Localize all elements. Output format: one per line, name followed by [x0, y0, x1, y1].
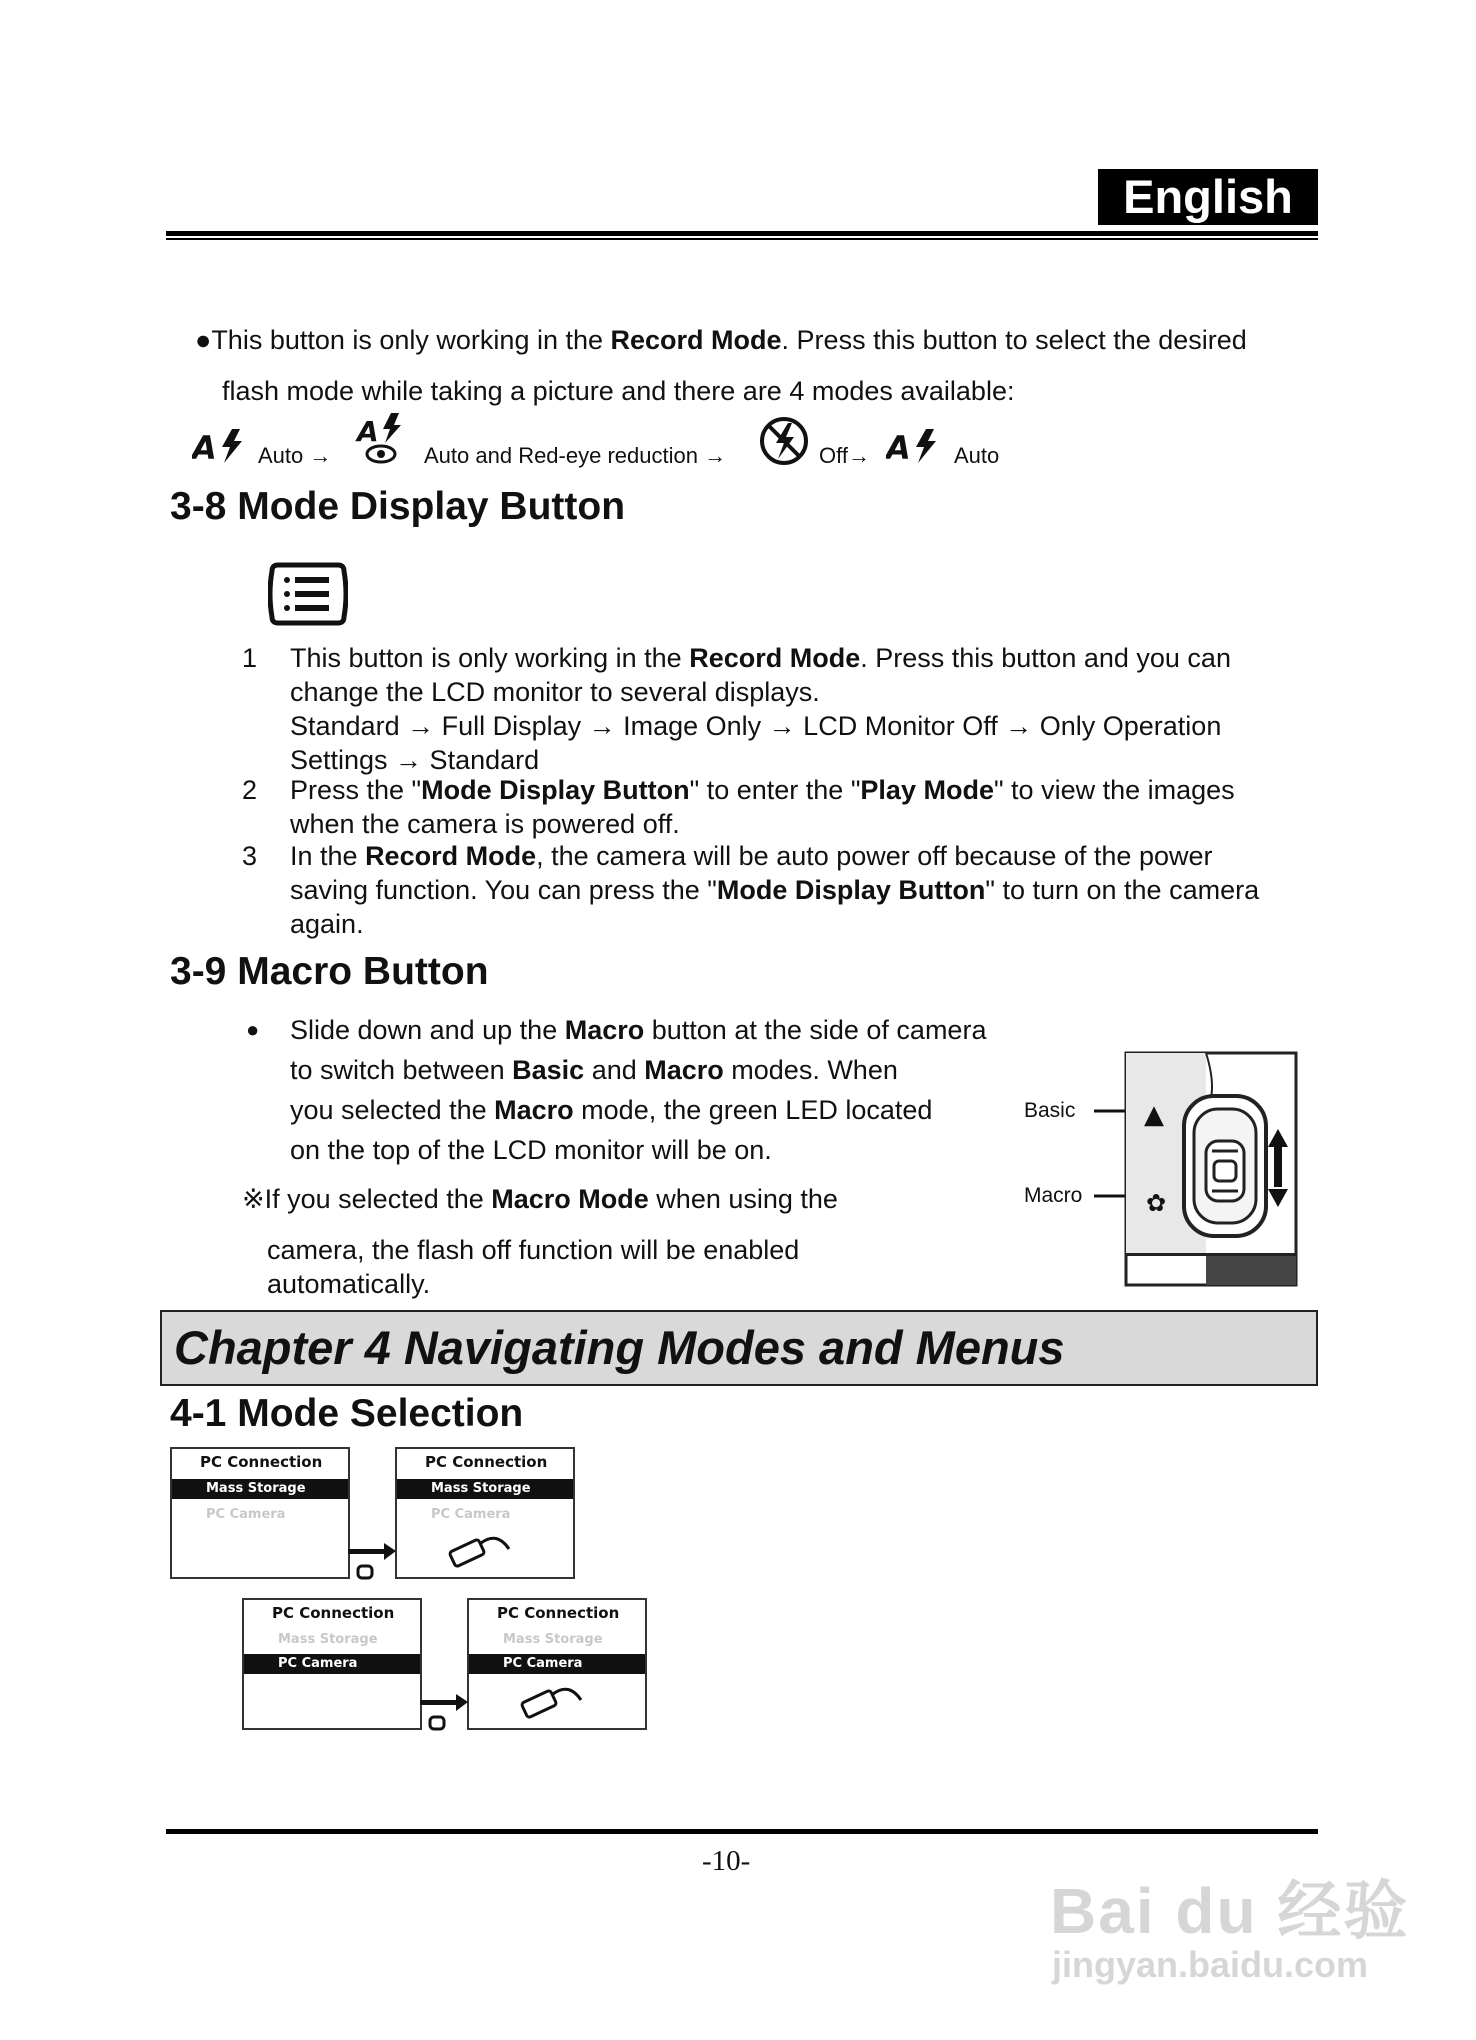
- macro-switch-diagram: [1094, 1051, 1324, 1291]
- section-title-3-8: 3-8 Mode Display Button: [170, 485, 626, 528]
- lcd-screen: PC Connection Mass Storage PC Camera: [170, 1447, 350, 1579]
- svg-text:A: A: [886, 429, 911, 465]
- chapter-title: Chapter 4 Navigating Modes and Menus: [174, 1321, 1065, 1374]
- list-item: 1 This button is only working in the Record Mode. Press this button and you can change the LCD monitor to several displays. Standard → Full Display → Image Only → LCD Monitor Off → Only Operation Settings → Standard: [242, 643, 1231, 775]
- header-rule-thin: [166, 238, 1318, 240]
- flash-auto-icon: [886, 427, 946, 465]
- mode-display-list: [242, 641, 1342, 939]
- lcd-screen: PC Connection Mass Storage PC Camera: [395, 1447, 575, 1579]
- macro-note: ※If you selected the Macro Mode when using the: [242, 1184, 838, 1214]
- flash-bullet: ●This button is only working in the Record Mode. Press this button to select the desired: [195, 325, 1247, 355]
- section-title-4-1: 4-1 Mode Selection: [170, 1392, 524, 1435]
- bullet-dot: ●: [195, 325, 212, 355]
- usb-cable-icon: [519, 1678, 589, 1722]
- arrow-right-icon: [348, 1534, 398, 1582]
- landscape-icon: ▲: [1144, 1100, 1164, 1130]
- flash-auto-icon: [192, 427, 252, 465]
- macro-note-cont: camera, the flash off function will be enabled automatically.: [267, 1235, 800, 1299]
- page-number: -10-: [702, 1845, 751, 1877]
- flash-off-icon: [758, 415, 810, 467]
- mode-display-button-icon: [268, 561, 348, 627]
- svg-text:A: A: [192, 429, 217, 465]
- flash-modes-row: A Auto → A Auto and Red-eye reduction → Off→ A Auto: [192, 413, 1192, 475]
- lcd-screen: PC Connection Mass Storage PC Camera: [467, 1598, 647, 1730]
- header-rule: [166, 231, 1318, 236]
- section-title-3-9: 3-9 Macro Button: [170, 950, 489, 993]
- list-item: 2 Press the "Mode Display Button" to enter the "Play Mode" to view the images when the camera is powered off.: [242, 775, 1235, 839]
- flower-icon: ✿: [1146, 1189, 1167, 1217]
- usb-cable-icon: [447, 1527, 517, 1571]
- watermark-url: jingyan.baidu.com: [1052, 1944, 1369, 1985]
- flash-line2: flash mode while taking a picture and there are 4 modes available:: [222, 376, 1015, 406]
- watermark-brand: Bai du 经验: [1050, 1875, 1410, 1947]
- list-item: 3 In the Record Mode, the camera will be auto power off because of the power saving function. You can press the "Mode Display Button" to turn on the camera again.: [242, 841, 1260, 939]
- macro-figure: Basic Macro ▲ ✿: [1024, 1051, 1324, 1291]
- bullet-dot: ●: [246, 1017, 260, 1042]
- footer-rule: [166, 1829, 1318, 1834]
- lcd-screen: PC Connection Mass Storage PC Camera: [242, 1598, 422, 1730]
- svg-text:A: A: [357, 415, 379, 448]
- arrow-right-icon: [420, 1685, 470, 1733]
- chapter-banner: [160, 1310, 1318, 1386]
- language-tab: English: [1098, 169, 1318, 225]
- flash-redeye-icon: [355, 413, 411, 465]
